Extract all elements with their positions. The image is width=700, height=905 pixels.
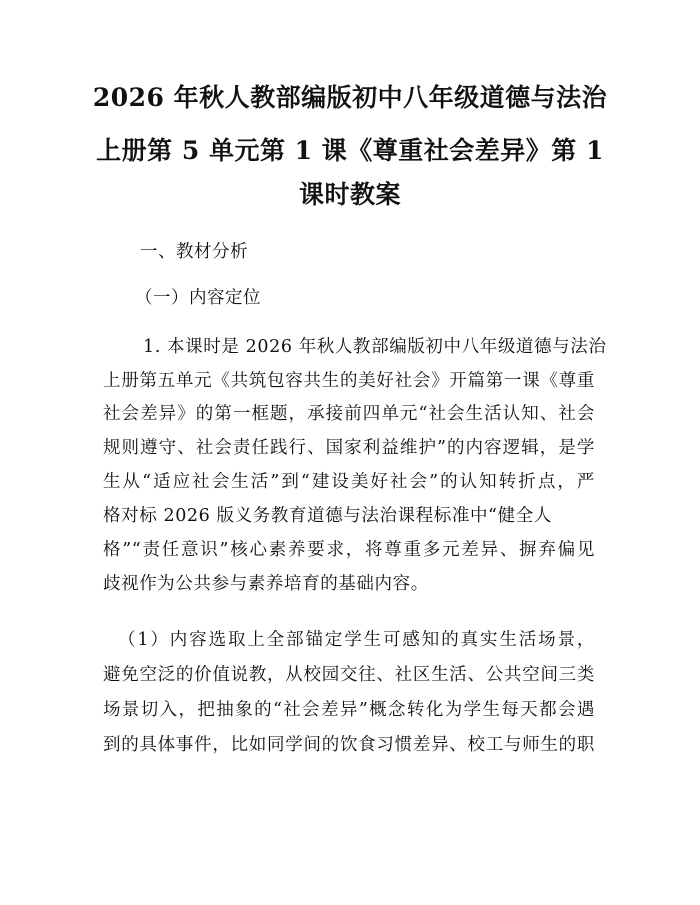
- paragraph-1-line: 歧视作为公共参与素养培育的基础内容。: [103, 574, 429, 594]
- paragraph-1-line: 格”“责任意识”核心素养要求，将尊重多元差异、摒弃偏见: [103, 540, 595, 560]
- paragraph-1-line: 社会差异》的第一框题，承接前四单元“社会生活认知、社会: [103, 404, 595, 424]
- paragraph-1-line: 格对标 2026 版义务教育道德与法治课程标准中“健全人: [103, 506, 552, 526]
- subsection-heading: （一）内容定位: [135, 288, 261, 308]
- paragraph-1-line: 生从“适应社会生活”到“建设美好社会”的认知转折点，严: [103, 472, 595, 492]
- paragraph-2-line: 场景切入，把抽象的“社会差异”概念转化为学生每天都会遇: [103, 700, 595, 720]
- paragraph-2-line: 避免空泛的价值说教，从校园交往、社区生活、公共空间三类: [103, 665, 595, 685]
- paragraph-2-line: 到的具体事件，比如同学间的饮食习惯差异、校工与师生的职: [103, 735, 595, 755]
- section-heading: 一、教材分析: [140, 242, 248, 262]
- paragraph-1-line: 上册第五单元《共筑包容共生的美好社会》开篇第一课《尊重: [103, 371, 595, 391]
- paragraph-1-line: 1. 本课时是 2026 年秋人教部编版初中八年级道德与法治: [143, 337, 607, 357]
- document-title-line-1: 2026 年秋人教部编版初中八年级道德与法治: [92, 83, 608, 112]
- paragraph-1-line: 规则遵守、社会责任践行、国家利益维护”的内容逻辑，是学: [103, 438, 595, 458]
- paragraph-2-line: （1）内容选取上全部锚定学生可感知的真实生活场景，: [118, 630, 595, 650]
- document-title-line-2: 上册第 5 单元第 1 课《尊重社会差异》第 1: [96, 136, 604, 165]
- document-title-line-3: 课时教案: [298, 180, 401, 209]
